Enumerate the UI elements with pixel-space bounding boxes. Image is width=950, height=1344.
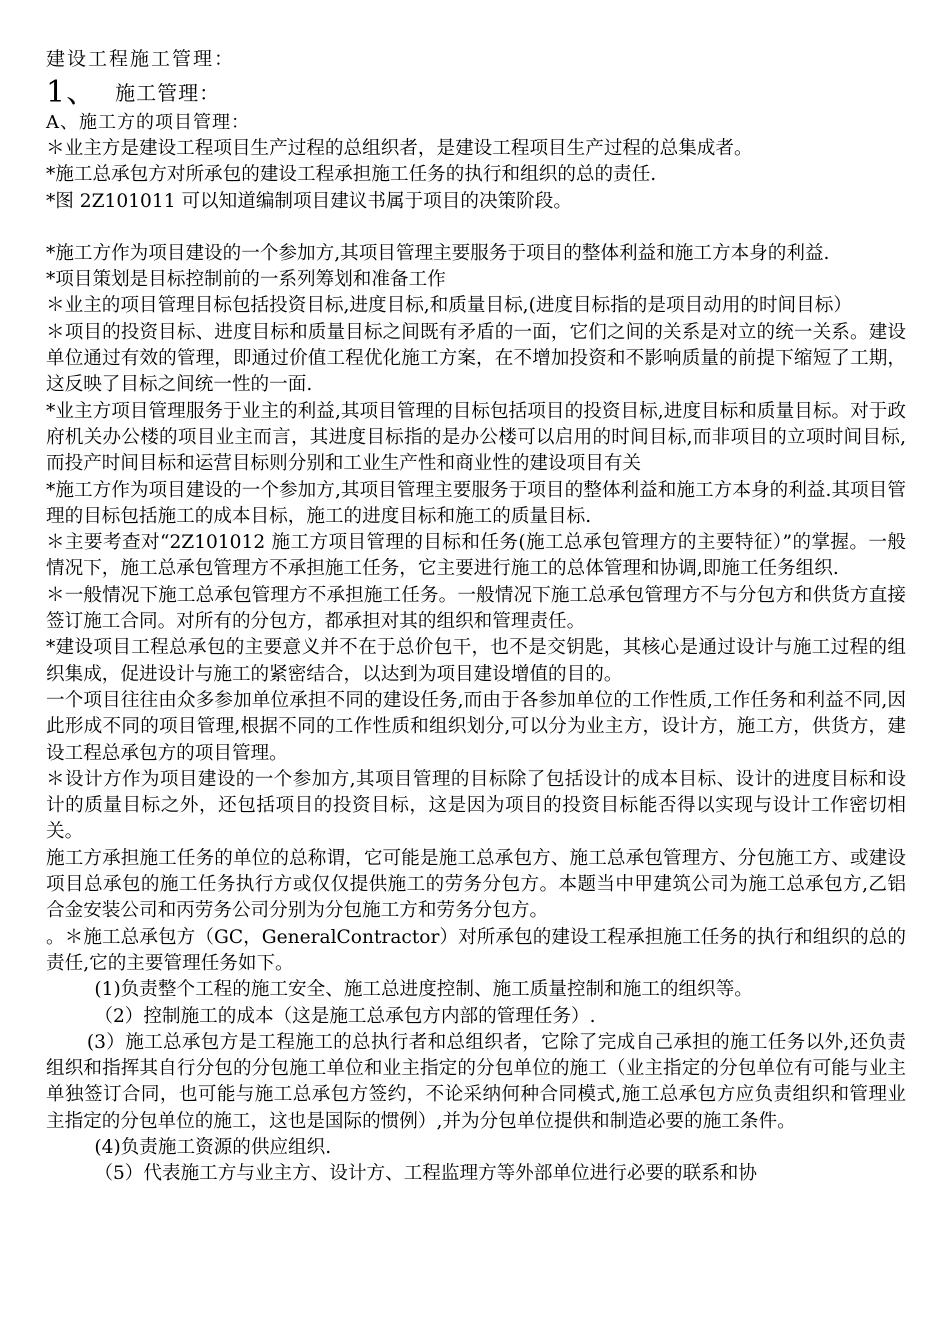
paragraph: 一个项目往往由众多参加单位承担不同的建设任务,而由于各参加单位的工作性质,工作任务和利益不同,因此形成不同的项目管理,根据不同的工作性质和组织划分,可以分为业主方，设计方，施工方，供货方，建设工程总承包方的项目管理。 [46,689,906,764]
paragraph: 施工方承担施工任务的单位的总称谓，它可能是施工总承包方、施工总承包管理方、分包施工方、或建设项目总承包的施工任务执行方或仅仅提供施工的劳务分包方。本题当中甲建筑公司为施工总承包方,乙铝合金安装公司和丙劳务公司分别为分包施工方和劳务分包方。 [46,847,906,922]
paragraph: *施工总承包方对所承包的建设工程承担施工任务的执行和组织的总的责任. [46,164,657,186]
section-number: 1、 [46,75,98,110]
paragraph: *项目策划是目标控制前的一系列筹划和准备工作 [46,269,446,291]
list-item: (1)负责整个工程的施工安全、施工总进度控制、施工质量控制和施工的组织等。 [94,979,753,1001]
list-item: （5）代表施工方与业主方、设计方、工程监理方等外部单位进行必要的联系和协 [94,1163,757,1185]
paragraph: ＊业主的项目管理目标包括投资目标,进度目标,和质量目标,(进度目标指的是项目动用的时间目标） [46,295,852,317]
list-item: (3）施工总承包方是工程施工的总执行者和总组织者，它除了完成自己承担的施工任务以外,还负责组织和指挥其自行分包的分包施工单位和业主指定的分包单位的施工（业主指定的分包单位有可能与业主单独签订合同，也可能与施工总承包方签约，不论采纳何种合同模式,施工总承包方应负责组织和管理业主指定的分包单位的施工，这也是国际的惯例）,并为分包单位提供和制造必要的施工条件。 [46,1031,906,1132]
paragraph: *业主方项目管理服务于业主的利益,其项目管理的目标包括项目的投资目标,进度目标和质量目标。对于政府机关办公楼的项目业主而言，其进度目标指的是办公楼可以启用的时间目标,而非项目的立项时间目标,而投产时间目标和运营目标则分别和工业生产性和商业性的建设项目有关 [46,400,906,475]
paragraph: *图 2Z101011 可以知道编制项目建议书属于项目的决策阶段。 [46,190,572,212]
section-title [46,76,906,110]
subsection-title: A、施工方的项目管理： [46,112,250,133]
paragraph: ＊主要考查对“2Z101012 施工方项目管理的目标和任务(施工总承包管理方的主要特征）”的掌握。一般情况下，施工总承包管理方不承担施工任务，它主要进行施工的总体管理和协调,即施工任务组织. [46,532,906,580]
document-body [46,136,906,1188]
paragraph: 。＊施工总承包方（GC，GeneralContractor）对所承包的建设工程承担施工任务的执行和组织的总的责任,它的主要管理任务如下。 [46,926,906,974]
list-item: (4)负责施工资源的供应组织. [94,1136,332,1158]
document-heading: 建设工程施工管理： [46,48,236,70]
paragraph: *施工方作为项目建设的一个参加方,其项目管理主要服务于项目的整体利益和施工方本身的利益. [46,242,830,264]
paragraph: *施工方作为项目建设的一个参加方,其项目管理主要服务于项目的整体利益和施工方本身的利益.其项目管理的目标包括施工的成本目标，施工的进度目标和施工的质量目标. [46,479,906,527]
paragraph: ＊设计方作为项目建设的一个参加方,其项目管理的目标除了包括设计的成本目标、设计的进度目标和设计的质量目标之外，还包括项目的投资目标，这是因为项目的投资目标能否得以实现与设计工作密切相关。 [46,768,906,843]
paragraph: *建设项目工程总承包的主要意义并不在于总价包干，也不是交钥匙，其核心是通过设计与施工过程的组织集成，促进设计与施工的紧密结合，以达到为项目建设增值的目的。 [46,637,906,685]
paragraph: ＊项目的投资目标、进度目标和质量目标之间既有矛盾的一面，它们之间的关系是对立的统一关系。建设单位通过有效的管理，即通过价值工程优化施工方案，在不增加投资和不影响质量的前提下缩短了工期，这反映了目标之间统一性的一面. [46,321,906,396]
list-item: （2）控制施工的成本（这是施工总承包方内部的管理任务）. [94,1005,596,1027]
section-name: 施工管理： [115,81,221,105]
paragraph: ＊业主方是建设工程项目生产过程的总组织者，是建设工程项目生产过程的总集成者。 [46,138,753,159]
paragraph: ＊一般情况下施工总承包管理方不承担施工任务。一般情况下施工总承包管理方不与分包方和供货方直接签订施工合同。对所有的分包方，都承担对其的组织和管理责任。 [46,584,906,633]
